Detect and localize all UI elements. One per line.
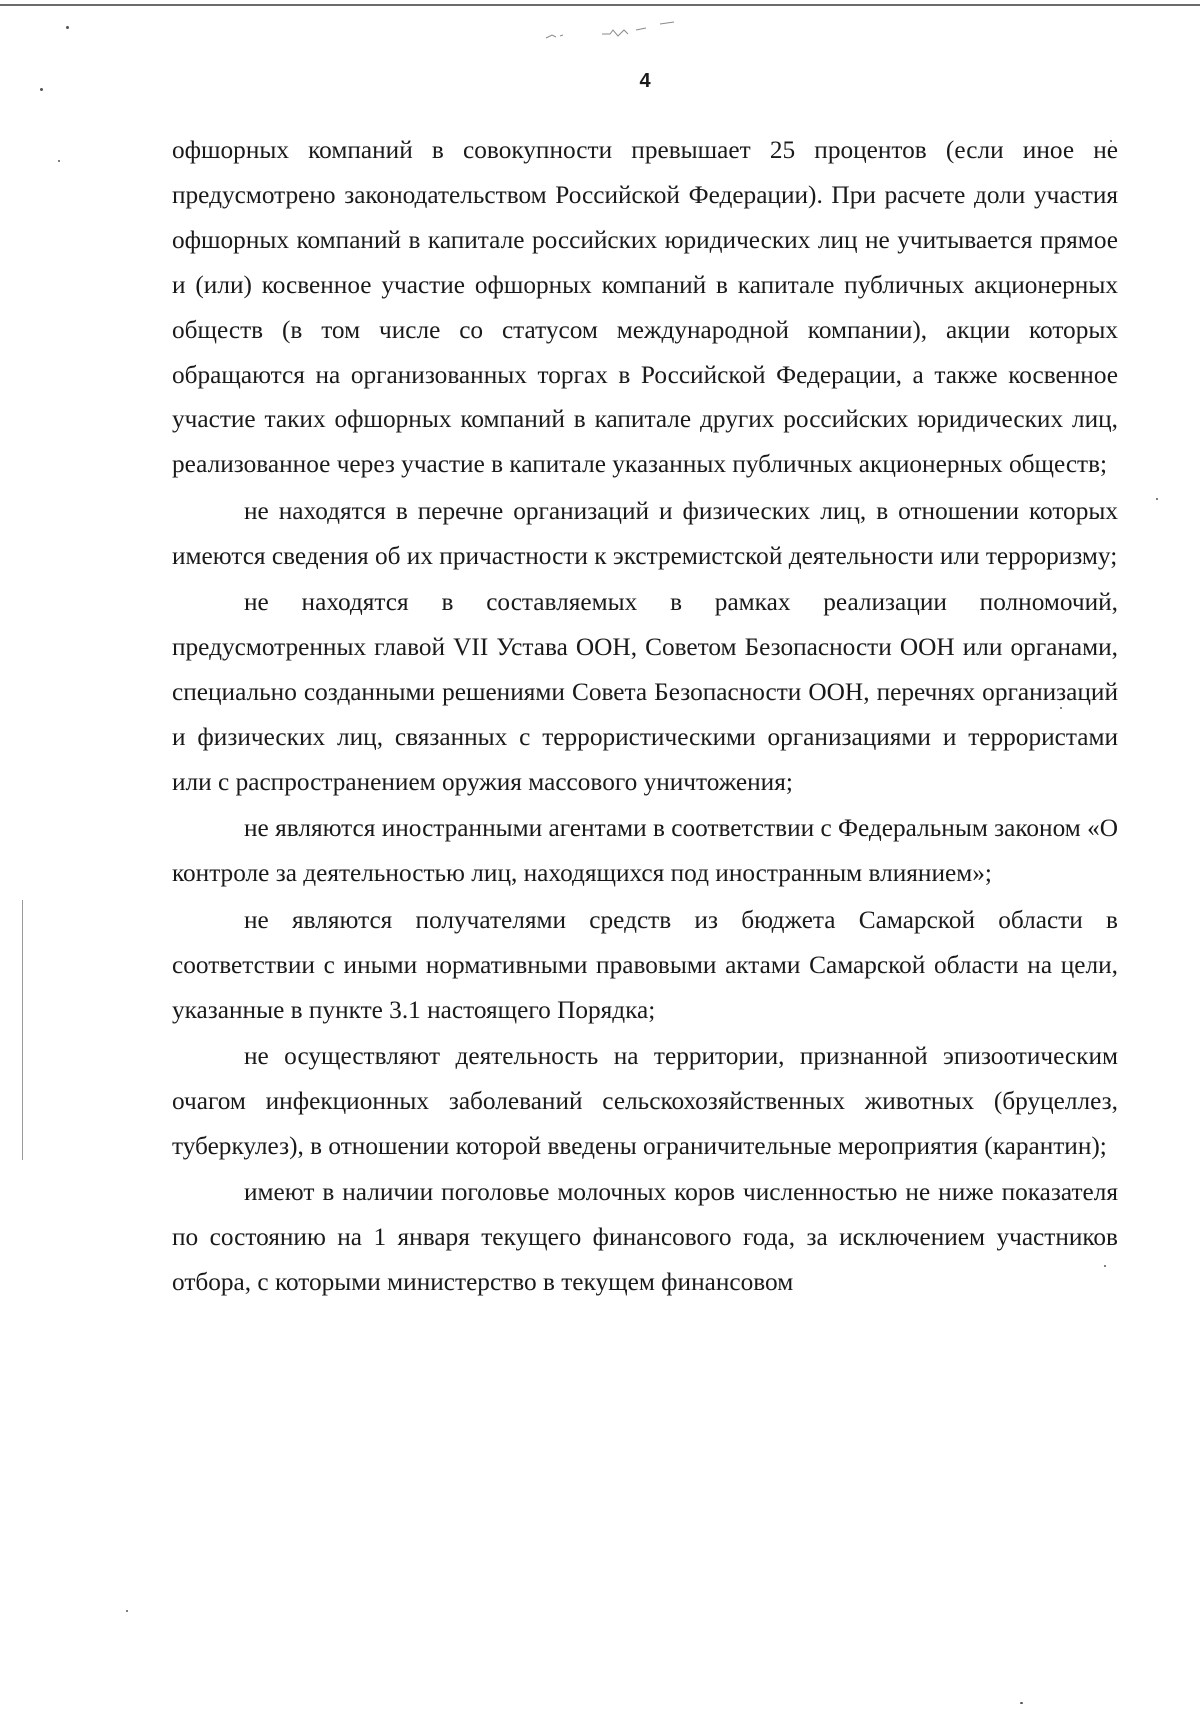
document-body bbox=[172, 128, 1118, 1305]
scan-speck bbox=[66, 26, 69, 29]
scan-edge-line bbox=[0, 4, 1200, 6]
scan-speck bbox=[58, 160, 60, 162]
scan-speck bbox=[1020, 1702, 1023, 1704]
scan-speck bbox=[1156, 498, 1158, 500]
paragraph-quarantine-territory: не осуществляют деятельность на территории, признанной эпизоотическим очагом инфекционных заболеваний сельскохозяйственных животных (бруцеллез, туберкулез), в отношении которой введены ограничительные мероприятия (карантин); bbox=[172, 1042, 1118, 1160]
paragraph-extremism-list: не находятся в перечне организаций и физических лиц, в отношении которых имеются сведения об их причастности к экстремистской деятельности или терроризму; bbox=[172, 496, 1118, 570]
paragraph-dairy-cows: имеют в наличии поголовье молочных коров численностью не ниже показателя по состоянию на 1 января текущего финансового года, за исключением участников отбора, с которыми министерство в текущем финансовом bbox=[172, 1178, 1118, 1297]
paragraph-un-sanctions-list: не находятся в составляемых в рамках реализации полномочий, предусмотренных главой VII Устава ООН, Советом Безопасности ООН или органами, специально созданными решениями Совета Безопасности ООН, перечнях организаций и физических лиц, связанных с террористическими организациями и террористами или с распространением оружия массового уничтожения; bbox=[172, 588, 1118, 796]
scan-edge-line-left bbox=[22, 900, 23, 1160]
scan-speck bbox=[126, 1610, 128, 1612]
paragraph-foreign-agents: не являются иностранными агентами в соответствии с Федеральным законом «О контроле за деятельностью лиц, находящихся под иностранным влиянием»; bbox=[172, 814, 1118, 888]
scan-noise-marks bbox=[540, 18, 720, 44]
paragraph-offshore-share: офшорных компаний в совокупности превышает 25 процентов (если иное не предусмотрено законодательством Российской Федерации). При расчете доли участия офшорных компаний в капитале российских юридических лиц не учитывается прямое и (или) косвенное участие офшорных компаний в капитале публичных акционерных обществ (в том числе со статусом международной компании), акции которых обращаются на организованных торгах в Российской Федерации, а также косвенное участие таких офшорных компаний в капитале других российских юридических лиц, реализованное через участие в капитале указанных публичных акционерных обществ; bbox=[172, 136, 1118, 479]
paragraph-budget-recipients: не являются получателями средств из бюджета Самарской области в соответствии с иными нормативными правовыми актами Самарской области на цели, указанные в пункте 3.1 настоящего Порядка; bbox=[172, 905, 1118, 1024]
page-number: 4 bbox=[639, 70, 651, 92]
